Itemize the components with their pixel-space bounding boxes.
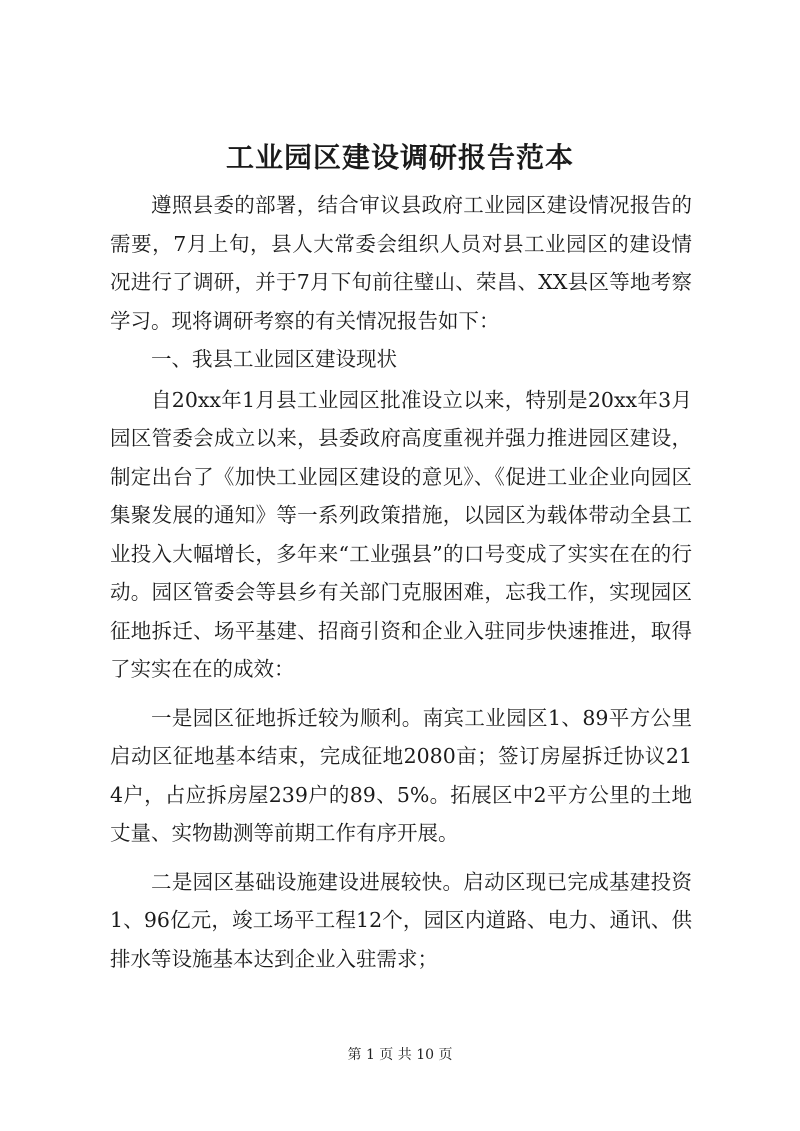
section-heading: 一、我县工业园区建设现状 <box>151 347 397 371</box>
document-title: 工业园区建设调研报告范本 <box>225 141 574 174</box>
paragraph-intro: 遵照县委的部署，结合审议县政府工业园区建设情况报告的需要，7月上旬，县人大常委会组织人员对县工业园区的建设情况进行了调研，并于7月下旬前往璧山、荣昌、XX县区等地考察学习。现将调研考察的有关情况报告如下： <box>110 193 692 333</box>
paragraph-point-one: 一是园区征地拆迁较为顺利。南宾工业园区1、89平方公里启动区征地基本结束，完成征地2080亩；签订房屋拆迁协议214户，占应拆房屋239户的89、5%。拓展区中2平方公里的土地丈量、实物勘测等前期工作有序开展。 <box>110 705 692 845</box>
document-body <box>110 186 692 978</box>
paragraph-point-two: 二是园区基础设施建设进展较快。启动区现已完成基建投资1、96亿元，竣工场平工程12个，园区内道路、电力、通讯、供排水等设施基本达到企业入驻需求； <box>110 869 692 971</box>
paragraph-status: 自20xx年1月县工业园区批准设立以来，特别是20xx年3月园区管委会成立以来，县委政府高度重视并强力推进园区建设，制定出台了《加快工业园区建设的意见》、《促进工业企业向园区集聚发展的通知》等一系列政策措施，以园区为载体带动全县工业投入大幅增长，多年来“工业强县”的口号变成了实实在在的行动。园区管委会等县乡有关部门克服困难，忘我工作，实现园区征地拆迁、场平基建、招商引资和企业入驻同步快速推进，取得了实实在在的成效： <box>110 387 692 681</box>
page-number: 第 1 页 共 10 页 <box>347 1047 453 1063</box>
